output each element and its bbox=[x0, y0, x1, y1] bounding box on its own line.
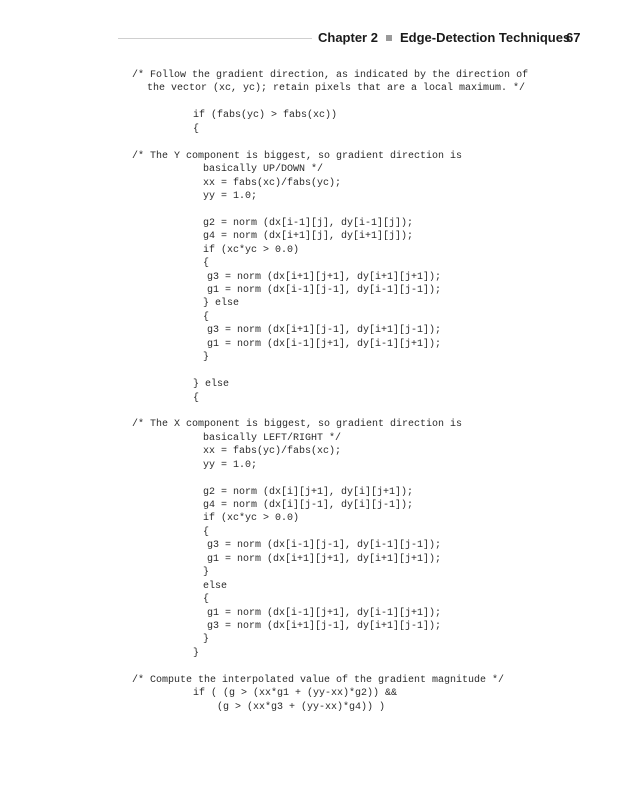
code-line: if (xc*yc > 0.0) bbox=[203, 513, 300, 525]
code-line: { bbox=[203, 258, 210, 270]
code-listing bbox=[0, 69, 636, 714]
code-line bbox=[0, 472, 636, 485]
code-line: xx = fabs(yc)/fabs(xc); bbox=[203, 446, 342, 458]
code-line: g4 = norm (dx[i+1][j], dy[i+1][j]); bbox=[203, 231, 414, 243]
code-line: g1 = norm (dx[i-1][j+1], dy[i-1][j+1]); bbox=[207, 607, 442, 619]
code-line: (g > (xx*g3 + (yy-xx)*g4)) ) bbox=[217, 701, 386, 713]
code-line: /* Compute the interpolated value of the gradient magnitude */ bbox=[132, 674, 505, 686]
code-line: g1 = norm (dx[i-1][j-1], dy[i-1][j-1]); bbox=[207, 285, 442, 296]
code-line: { bbox=[193, 123, 200, 135]
code-line: else bbox=[203, 580, 228, 592]
header-rule bbox=[118, 38, 312, 39]
code-line: g3 = norm (dx[i-1][j-1], dy[i-1][j-1]); bbox=[207, 540, 442, 552]
code-line: } bbox=[203, 634, 210, 646]
running-header bbox=[0, 28, 636, 50]
code-line: { bbox=[203, 311, 210, 323]
code-line: g2 = norm (dx[i][j+1], dy[i][j+1]); bbox=[203, 486, 414, 498]
code-line: { bbox=[193, 392, 200, 404]
code-line: { bbox=[203, 526, 210, 538]
section-title: Edge-Detection Techniques bbox=[399, 30, 571, 45]
separator-square-icon bbox=[386, 35, 392, 41]
code-line: /* Follow the gradient direction, as indicated by the direction of bbox=[132, 70, 529, 81]
code-line: /* The Y component is biggest, so gradient direction is bbox=[132, 150, 463, 162]
chapter-label: Chapter 2 bbox=[318, 30, 378, 45]
code-line: g4 = norm (dx[i][j-1], dy[i][j-1]); bbox=[203, 500, 414, 511]
code-line: basically UP/DOWN */ bbox=[203, 164, 324, 176]
code-line: } else bbox=[193, 379, 230, 391]
code-line: yy = 1.0; bbox=[203, 190, 258, 202]
code-line bbox=[0, 405, 636, 418]
code-line: g2 = norm (dx[i-1][j], dy[i-1][j]); bbox=[203, 217, 414, 229]
code-line: } bbox=[203, 352, 210, 364]
code-line: if ( (g > (xx*g1 + (yy-xx)*g2)) && bbox=[193, 688, 398, 700]
code-line bbox=[0, 203, 636, 216]
code-line: } bbox=[193, 647, 200, 659]
code-line: g1 = norm (dx[i+1][j+1], dy[i+1][j+1]); bbox=[207, 553, 442, 565]
code-line: } bbox=[203, 567, 210, 579]
code-line bbox=[0, 136, 636, 149]
code-line: basically LEFT/RIGHT */ bbox=[203, 432, 342, 444]
running-head bbox=[318, 28, 570, 48]
code-line: g3 = norm (dx[i+1][j-1], dy[i+1][j-1]); bbox=[207, 325, 442, 337]
code-line: g3 = norm (dx[i+1][j-1], dy[i+1][j-1]); bbox=[207, 620, 442, 632]
code-line: if (fabs(yc) > fabs(xc)) bbox=[193, 110, 338, 122]
code-line: g3 = norm (dx[i+1][j+1], dy[i+1][j+1]); bbox=[207, 271, 442, 283]
code-line: g1 = norm (dx[i-1][j+1], dy[i-1][j+1]); bbox=[207, 338, 442, 350]
page-number: 67 bbox=[566, 30, 581, 45]
code-line: yy = 1.0; bbox=[203, 459, 258, 471]
code-line: /* The X component is biggest, so gradient direction is bbox=[132, 419, 463, 431]
code-line: the vector (xc, yc); retain pixels that are a local maximum. */ bbox=[147, 83, 526, 95]
code-line: xx = fabs(xc)/fabs(yc); bbox=[203, 177, 342, 189]
code-line bbox=[0, 365, 636, 378]
code-line: if (xc*yc > 0.0) bbox=[203, 244, 300, 256]
code-line bbox=[0, 96, 636, 109]
code-line: } else bbox=[203, 298, 240, 310]
code-line: { bbox=[203, 594, 210, 606]
code-line bbox=[0, 660, 636, 673]
